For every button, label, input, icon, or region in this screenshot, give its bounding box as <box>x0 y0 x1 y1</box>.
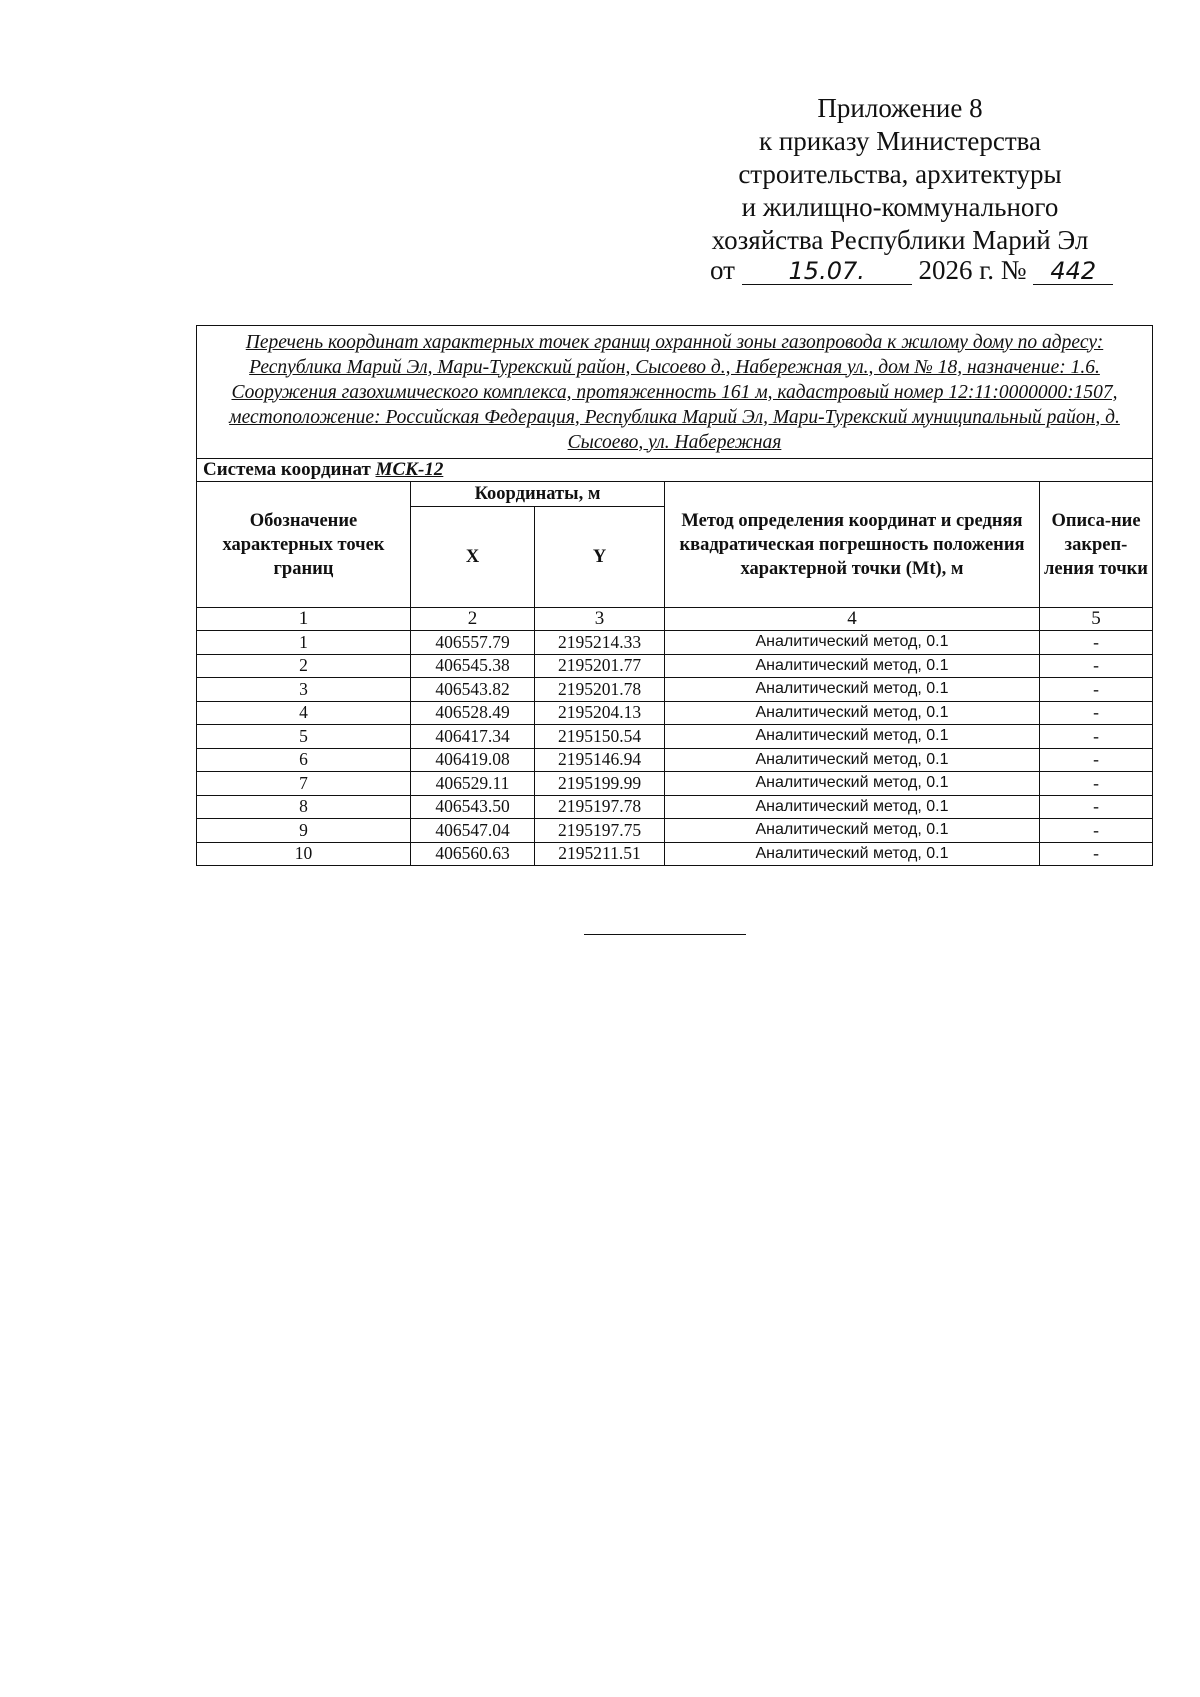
point-cell: 7 <box>197 772 411 796</box>
method-cell: Аналитический метод, 0.1 <box>665 654 1040 678</box>
column-number: 2 <box>411 608 535 631</box>
header-x: X <box>411 507 535 608</box>
x-cell: 406417.34 <box>411 725 535 749</box>
method-cell: Аналитический метод, 0.1 <box>665 631 1040 655</box>
description-cell: - <box>1040 772 1153 796</box>
y-cell: 2195201.77 <box>535 654 665 678</box>
header-line: Приложение 8 <box>817 93 983 123</box>
order-date-line <box>710 255 1113 286</box>
method-cell: Аналитический метод, 0.1 <box>665 725 1040 749</box>
method-cell: Аналитический метод, 0.1 <box>665 819 1040 843</box>
x-cell: 406547.04 <box>411 819 535 843</box>
y-cell: 2195197.78 <box>535 795 665 819</box>
appendix-header <box>690 92 1110 257</box>
column-number: 1 <box>197 608 411 631</box>
order-date-handwritten: 15.07. <box>742 258 912 285</box>
point-cell: 4 <box>197 701 411 725</box>
point-cell: 3 <box>197 678 411 702</box>
table-row <box>197 842 1153 866</box>
x-cell: 406528.49 <box>411 701 535 725</box>
coordinate-system-value: МСК-12 <box>375 459 444 480</box>
end-divider <box>584 934 746 935</box>
method-cell: Аналитический метод, 0.1 <box>665 678 1040 702</box>
column-number: 5 <box>1040 608 1153 631</box>
table-row <box>197 725 1153 749</box>
method-cell: Аналитический метод, 0.1 <box>665 842 1040 866</box>
header-point-designation: Обозначение характерных точек границ <box>197 482 411 608</box>
description-cell: - <box>1040 819 1153 843</box>
point-cell: 5 <box>197 725 411 749</box>
table-row <box>197 701 1153 725</box>
description-cell: - <box>1040 678 1153 702</box>
point-cell: 1 <box>197 631 411 655</box>
y-cell: 2195201.78 <box>535 678 665 702</box>
description-cell: - <box>1040 748 1153 772</box>
x-cell: 406529.11 <box>411 772 535 796</box>
table-row <box>197 748 1153 772</box>
order-year-text: 2026 г. № <box>918 255 1027 285</box>
table-row <box>197 795 1153 819</box>
y-cell: 2195197.75 <box>535 819 665 843</box>
coordinate-system <box>197 459 1153 482</box>
header-description: Описа-ние закреп-ления точки <box>1040 482 1153 608</box>
y-cell: 2195211.51 <box>535 842 665 866</box>
description-cell: - <box>1040 701 1153 725</box>
y-cell: 2195214.33 <box>535 631 665 655</box>
point-cell: 9 <box>197 819 411 843</box>
y-cell: 2195146.94 <box>535 748 665 772</box>
description-cell: - <box>1040 654 1153 678</box>
column-numbers-row <box>197 608 1153 631</box>
header-coordinates: Координаты, м <box>411 482 665 507</box>
x-cell: 406543.50 <box>411 795 535 819</box>
y-cell: 2195199.99 <box>535 772 665 796</box>
description-cell: - <box>1040 795 1153 819</box>
table-row <box>197 678 1153 702</box>
point-cell: 2 <box>197 654 411 678</box>
point-cell: 10 <box>197 842 411 866</box>
x-cell: 406543.82 <box>411 678 535 702</box>
table-row <box>197 772 1153 796</box>
table-caption: Перечень координат характерных точек границ охранной зоны газопровода к жилому дому по адресу: Республика Марий Эл, Мари-Турекский район, Сысоево д., Набережная ул., дом № 18, назначение: 1.6. Сооружения газохимического комплекса, протяженность 161 м, кадастровый номер 12:11:0000000:1507, местоположение: Российская Федерация, Республика Марий Эл, Мари-Турекский муниципальный район, д. Сысоево, ул. Набережная <box>197 326 1153 459</box>
header-line: к приказу Министерства <box>758 126 1042 156</box>
x-cell: 406545.38 <box>411 654 535 678</box>
y-cell: 2195204.13 <box>535 701 665 725</box>
x-cell: 406419.08 <box>411 748 535 772</box>
coordinates-table <box>196 325 1153 866</box>
column-number: 4 <box>665 608 1040 631</box>
header-line: и жилищно-коммунального <box>741 192 1059 222</box>
method-cell: Аналитический метод, 0.1 <box>665 748 1040 772</box>
column-number: 3 <box>535 608 665 631</box>
table-row <box>197 819 1153 843</box>
point-cell: 6 <box>197 748 411 772</box>
description-cell: - <box>1040 842 1153 866</box>
date-prefix: от <box>710 255 735 285</box>
x-cell: 406560.63 <box>411 842 535 866</box>
point-cell: 8 <box>197 795 411 819</box>
table-row <box>197 631 1153 655</box>
y-cell: 2195150.54 <box>535 725 665 749</box>
table-row <box>197 654 1153 678</box>
header-line: хозяйства Республики Марий Эл <box>711 225 1089 255</box>
method-cell: Аналитический метод, 0.1 <box>665 701 1040 725</box>
header-y: Y <box>535 507 665 608</box>
method-cell: Аналитический метод, 0.1 <box>665 772 1040 796</box>
header-method: Метод определения координат и средняя квадратическая погрешность положения характерной точки (Mt), м <box>665 482 1040 608</box>
header-line: строительства, архитектуры <box>738 159 1062 189</box>
coordinate-system-label: Система координат <box>203 459 371 480</box>
description-cell: - <box>1040 631 1153 655</box>
description-cell: - <box>1040 725 1153 749</box>
x-cell: 406557.79 <box>411 631 535 655</box>
method-cell: Аналитический метод, 0.1 <box>665 795 1040 819</box>
order-number-handwritten: 442 <box>1033 258 1113 285</box>
